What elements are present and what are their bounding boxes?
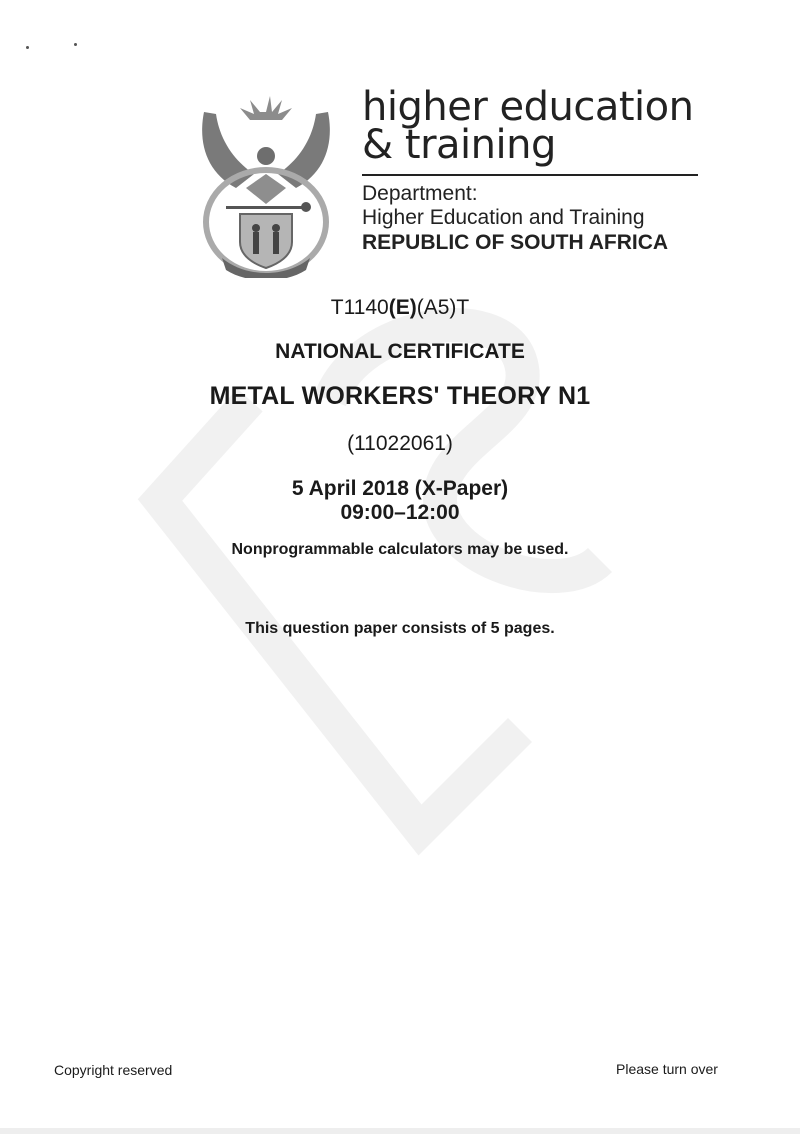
coat-of-arms-icon xyxy=(196,92,336,278)
paper-code-suffix: (A5)T xyxy=(416,296,470,319)
subject-code: (11022061) xyxy=(347,432,453,455)
brand-line-2: & training xyxy=(362,122,556,168)
paper-code-language: (E) xyxy=(388,296,417,319)
country-name: REPUBLIC OF SOUTH AFRICA xyxy=(362,231,669,254)
scan-speck xyxy=(74,43,77,46)
department-label: Department: xyxy=(362,182,478,205)
page-edge xyxy=(0,1128,800,1134)
paper-code-prefix: T1140 xyxy=(330,296,389,319)
calculator-note: Nonprogrammable calculators may be used. xyxy=(231,541,569,558)
page-count-note: This question paper consists of 5 pages. xyxy=(245,620,555,637)
certificate-title: NATIONAL CERTIFICATE xyxy=(275,340,525,363)
turn-over-note: Please turn over xyxy=(616,1061,718,1077)
exam-time: 09:00–12:00 xyxy=(340,501,460,524)
subject-title: METAL WORKERS' THEORY N1 xyxy=(209,382,591,410)
brand-block xyxy=(362,84,702,256)
scan-speck xyxy=(26,46,29,49)
brand-divider xyxy=(362,174,698,176)
exam-date: 5 April 2018 (X-Paper) xyxy=(291,477,509,500)
paper-code xyxy=(0,296,800,320)
department-name: Higher Education and Training xyxy=(362,206,645,229)
copyright-note: Copyright reserved xyxy=(54,1062,173,1078)
brand-line-1: higher education xyxy=(362,84,694,130)
